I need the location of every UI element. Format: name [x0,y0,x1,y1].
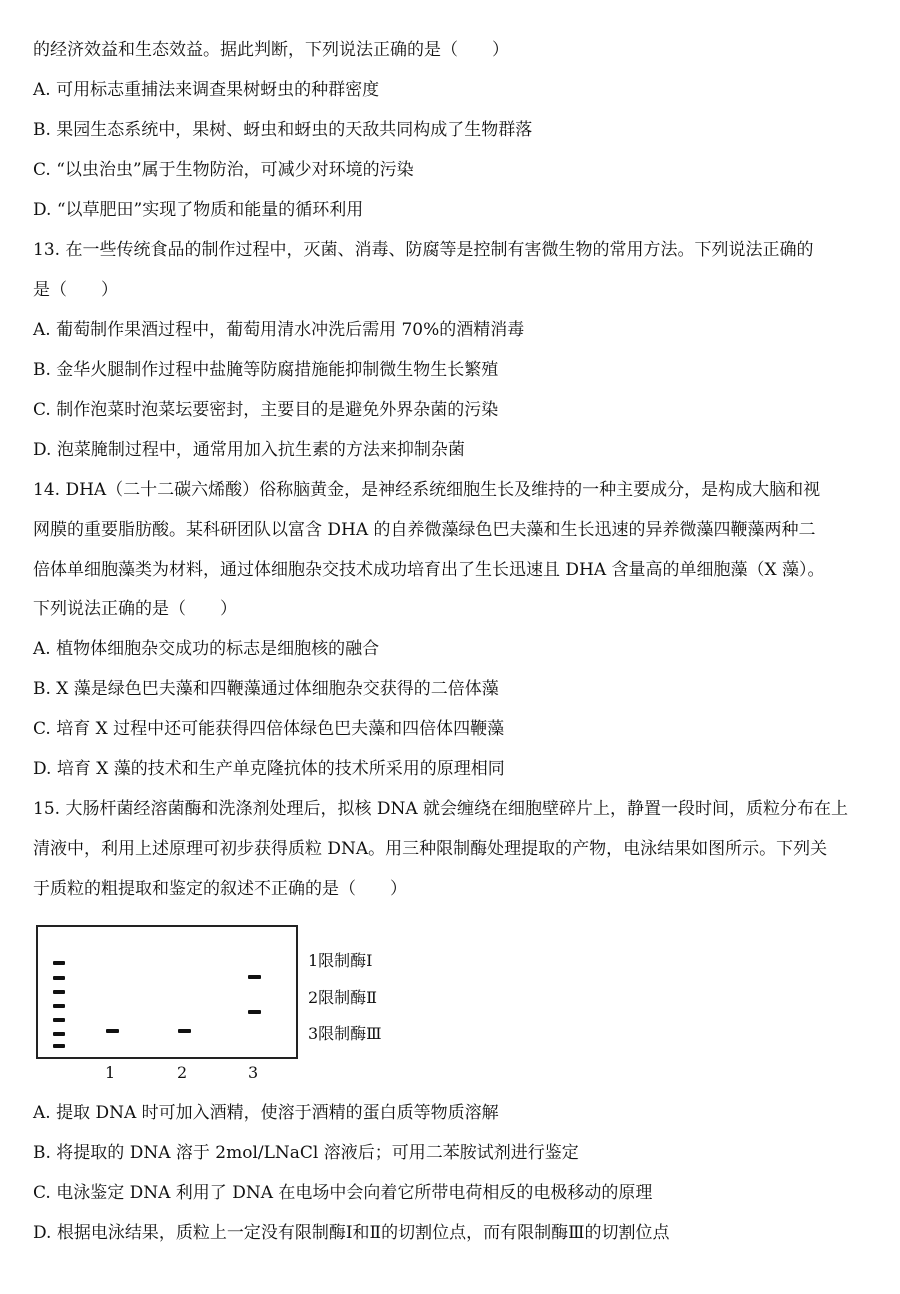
option-a: A. 葡萄制作果酒过程中，葡萄用清水冲洗后需用 70%的酒精消毒 [33,320,525,340]
gel-box [36,925,298,1059]
text-line: 清液中，利用上述原理可初步获得质粒 DNA。用三种限制酶处理提取的产物，电泳结果如图所示。下列关 [33,839,828,859]
option-a: A. 可用标志重捕法来调查果树蚜虫的种群密度 [33,80,380,100]
marker-band [53,1032,65,1036]
option-a: A. 提取 DNA 时可加入酒精，使溶于酒精的蛋白质等物质溶解 [33,1103,499,1123]
option-d: D. 培育 X 藻的技术和生产单克隆抗体的技术所采用的原理相同 [33,759,505,779]
marker-band [53,1018,65,1022]
lane-label-1: 1 [105,1063,116,1082]
option-d: D. 泡菜腌制过程中，通常用加入抗生素的方法来抑制杂菌 [33,440,465,460]
option-d: D. “以草肥田”实现了物质和能量的循环利用 [33,200,364,220]
question-13: 13. 在一些传统食品的制作过程中，灭菌、消毒、防腐等是控制有害微生物的常用方法。下列说法正确的 [33,240,814,260]
legend-enzyme-1: 1限制酶Ⅰ [308,951,373,970]
option-c: C. 电泳鉴定 DNA 利用了 DNA 在电场中会向着它所带电荷相反的电极移动的原理 [33,1183,653,1203]
marker-band [53,976,65,980]
lane-3-band [248,975,261,979]
option-c: C. “以虫治虫”属于生物防治，可减少对环境的污染 [33,160,414,180]
option-a: A. 植物体细胞杂交成功的标志是细胞核的融合 [33,639,380,659]
legend-enzyme-3: 3限制酶Ⅲ [308,1024,382,1043]
lane-3-band [248,1010,261,1014]
option-c: C. 制作泡菜时泡菜坛要密封，主要目的是避免外界杂菌的污染 [33,400,499,420]
lane-2-band [178,1029,191,1033]
marker-band [53,990,65,994]
text-line: 倍体单细胞藻类为材料，通过体细胞杂交技术成功培育出了生长迅速且 DHA 含量高的单细胞藻（X 藻）。 [33,560,825,580]
question-14: 14. DHA（二十二碳六烯酸）俗称脑黄金，是神经系统细胞生长及维持的一种主要成分，是构成大脑和视 [33,480,821,500]
text-line: 于质粒的粗提取和鉴定的叙述不正确的是（ ） [33,879,407,899]
text-line: 的经济效益和生态效益。据此判断，下列说法正确的是（ ） [33,40,509,60]
legend-enzyme-2: 2限制酶Ⅱ [308,988,378,1007]
marker-band [53,1044,65,1048]
marker-band [53,961,65,965]
text-line: 网膜的重要脂肪酸。某科研团队以富含 DHA 的自养微藻绿色巴夫藻和生长迅速的异养微藻四鞭藻两种二 [33,520,816,540]
lane-label-3: 3 [248,1063,259,1082]
option-c: C. 培育 X 过程中还可能获得四倍体绿色巴夫藻和四倍体四鞭藻 [33,719,505,739]
option-b: B. 金华火腿制作过程中盐腌等防腐措施能抑制微生物生长繁殖 [33,360,499,380]
text-line: 是（ ） [33,280,118,300]
option-d: D. 根据电泳结果，质粒上一定没有限制酶Ⅰ和Ⅱ的切割位点，而有限制酶Ⅲ的切割位点 [33,1223,670,1243]
option-b: B. 果园生态系统中，果树、蚜虫和蚜虫的天敌共同构成了生物群落 [33,120,533,140]
option-b: B. 将提取的 DNA 溶于 2mol/LNaCl 溶液后；可用二苯胺试剂进行鉴定 [33,1143,579,1163]
lane-1-band [106,1029,119,1033]
question-15: 15. 大肠杆菌经溶菌酶和洗涤剂处理后，拟核 DNA 就会缠绕在细胞壁碎片上，静置一段时间，质粒分布在上 [33,799,849,819]
option-b: B. X 藻是绿色巴夫藻和四鞭藻通过体细胞杂交获得的二倍体藻 [33,679,499,699]
lane-label-2: 2 [177,1063,188,1082]
marker-band [53,1004,65,1008]
text-line: 下列说法正确的是（ ） [33,599,237,619]
